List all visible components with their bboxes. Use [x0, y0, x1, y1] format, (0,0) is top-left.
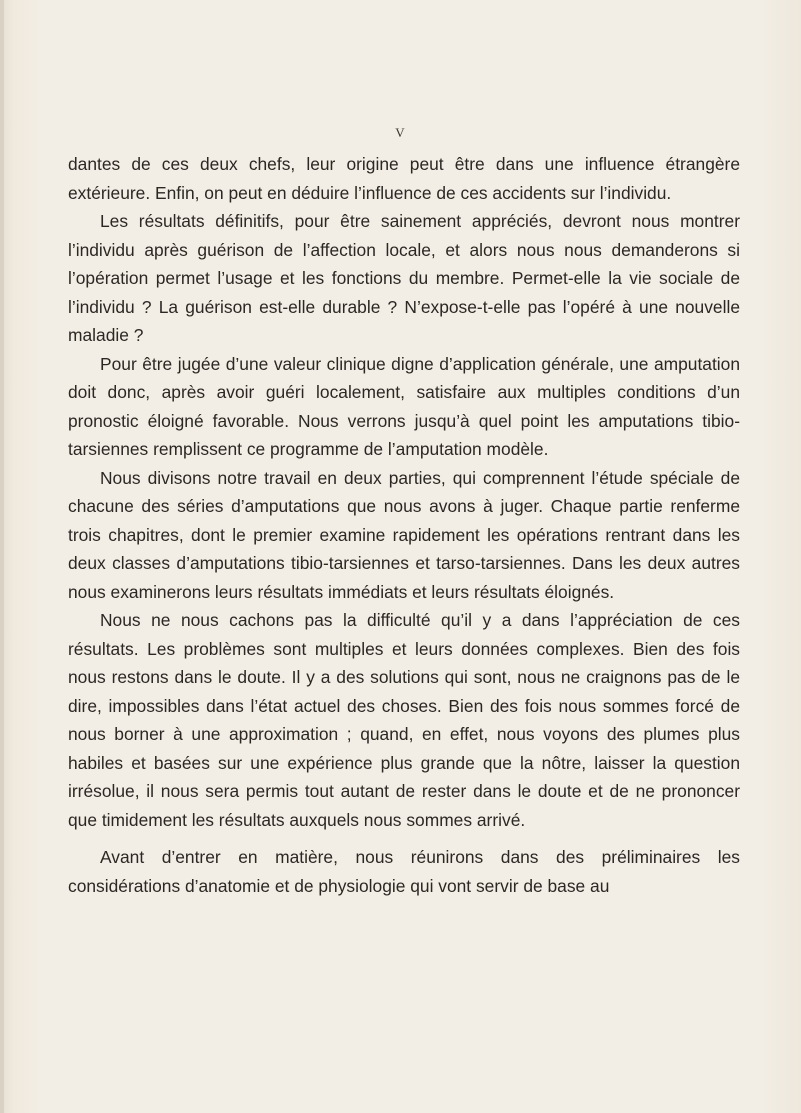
paragraph-4: Nous divisons notre travail en deux parties, qui comprennent l’étude spéciale de chacune des séries d’amputations que nous avons à juger. Chaque partie renferme trois chapitres, dont le premier examine rapidement les opérations rentrant dans les deux classes d’amputations tibio-tarsiennes et tarso-tarsiennes. Dans les deux autres nous examinerons leurs résultats immédiats et leurs résultats éloignés.	[68, 467, 740, 602]
paragraph-5: Nous ne nous cachons pas la difficulté qu’il y a dans l’appréciation de ces résultats. Les problèmes sont multiples et leurs données complexes. Bien des fois nous restons dans le doute. Il y a des solutions qui sont, nous ne craignons pas de le dire, impossibles dans l’état actuel des choses. Bien des fois nous sommes forcé de nous borner à une approximation ; quand, en effet, nous voyons des plumes plus habiles et basées sur une expérience plus grande que la nôtre, laisser la question irrésolue, il nous sera permis tout autant de rester dans le doute et de ne prononcer que timidement les résultats auxquels nous sommes arrivé.	[68, 610, 740, 830]
paragraph-6: Avant d’entrer en matière, nous réunirons dans des préliminaires les considérations d’anatomie et de physiologie qui vont servir de base au	[68, 847, 740, 896]
page-edge	[0, 0, 4, 1113]
paragraph-3: Pour être jugée d’une valeur clinique digne d’application générale, une amputation doit donc, après avoir guéri localement, satisfaire aux multiples conditions d’un pronostic éloigné favorable. Nous verrons jusqu’à quel point les amputations tibio-tarsiennes remplissent ce programme de l’amputation modèle.	[68, 353, 740, 459]
paragraph-1: dantes de ces deux chefs, leur origine peut être dans une influence étrangère extérieure. Enfin, on peut en déduire l’influence de ces accidents sur l’individu.	[68, 154, 740, 203]
page-number: V	[395, 125, 406, 140]
paragraph-2: Les résultats définitifs, pour être sainement appréciés, devront nous montrer l’individu après guérison de l’affection locale, et alors nous nous demanderons si l’opération permet l’usage et les fonctions du membre. Permet-elle la vie sociale de l’individu ? La guérison est-elle durable ? N’expose-t-elle pas l’opéré à une nouvelle maladie ?	[68, 211, 740, 345]
body-text	[68, 150, 740, 900]
